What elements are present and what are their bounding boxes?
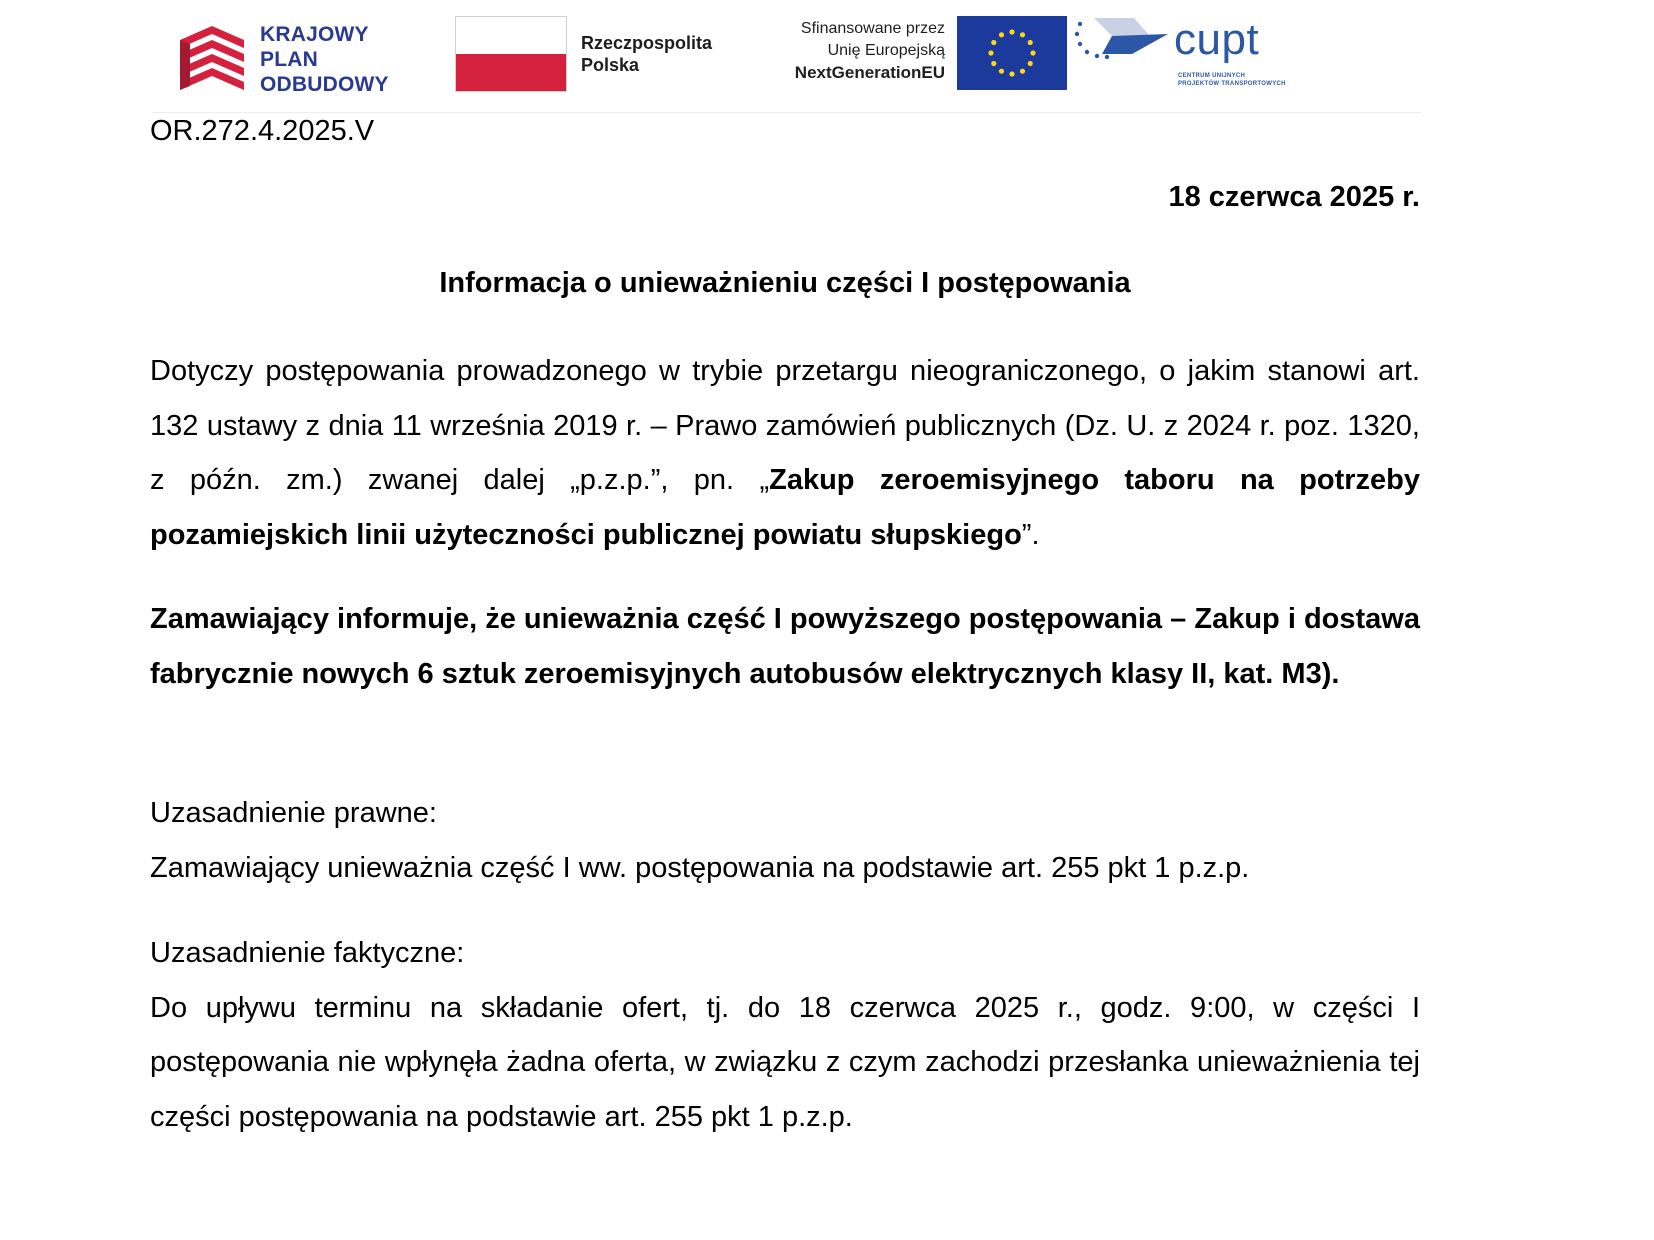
intro-closing: ”. [1021,518,1040,551]
eu-line: Sfinansowane przez [800,20,945,37]
cupt-wordmark: cupt [1174,15,1260,64]
factual-basis-section [150,926,1420,1144]
eu-flag-icon [957,16,1067,90]
header-divider [152,112,1422,113]
factual-basis-text: Do upływu terminu na składanie ofert, tj. do 18 czerwca 2025 r., godz. 9:00, w części I postępowania nie wpłynęła żadna oferta, w związku z czym zachodzi przesłanka unieważnienia tej części postępowania na podstawie art. 255 pkt 1 p.z.p. [150,991,1420,1133]
cupt-subtitle [1178,72,1338,88]
intro-text: Dotyczy postępowania prowadzonego w trybie przetargu nieograniczonego, o jakim stanowi art. 132 ustawy z dnia 11 września 2019 r. – Prawo zamówień publicznych (Dz. U. z 2024 r. poz. 1320, z późn. zm.) zwanej dalej „p.z.p.”, pn. „ [150,355,1420,496]
reference-number: OR.272.4.2025.V [150,115,375,147]
eu-caption [760,18,945,84]
procurement-name: Zakup zeroemisyjnego taboru na potrzeby pozamiejskich linii użyteczności publicznej powiatu słupskiego [150,464,1421,551]
eu-logo [760,14,1065,98]
rp-line: Polska [581,55,640,75]
cupt-logo [1072,14,1332,102]
kpo-emblem-icon [178,26,248,94]
kpo-line: PLAN [260,48,318,71]
intro-paragraph [150,344,1420,562]
legal-basis-text: Zamawiający unieważnia część I ww. postępowania na podstawie art. 255 pkt 1 p.z.p. [150,851,1250,884]
rp-wordmark [581,32,712,76]
kpo-wordmark [260,22,389,97]
cupt-sub-line: CENTRUM UNIJNYCH [1178,73,1246,79]
document-title: Informacja o unieważnieniu części I postępowania [439,267,1131,299]
rp-line: Rzeczpospolita [581,33,713,53]
cupt-emblem-icon [1072,14,1172,74]
kpo-line: ODBUDOWY [260,73,389,96]
kpo-logo [178,16,393,98]
announcement-paragraph: Zamawiający informuje, że unieważnia część I powyższego postępowania – Zakup i dostawa fabrycznie nowych 6 sztuk zeroemisyjnych autobusów elektrycznych klasy II, kat. M3). [150,603,1420,690]
factual-basis-heading: Uzasadnienie faktyczne: [150,937,465,969]
legal-basis-heading: Uzasadnienie prawne: [150,797,437,829]
header-logos [160,10,1430,112]
eu-line: Unię Europejską [827,42,945,59]
polish-flag-icon [455,16,567,92]
document-date: 18 czerwca 2025 r. [1168,181,1420,213]
eu-line: NextGenerationEU [794,63,945,82]
kpo-line: KRAJOWY [260,23,369,46]
cupt-sub-line: PROJEKTÓW TRANSPORTOWYCH [1178,81,1286,87]
rp-logo [455,16,740,96]
legal-basis-section [150,786,1420,895]
